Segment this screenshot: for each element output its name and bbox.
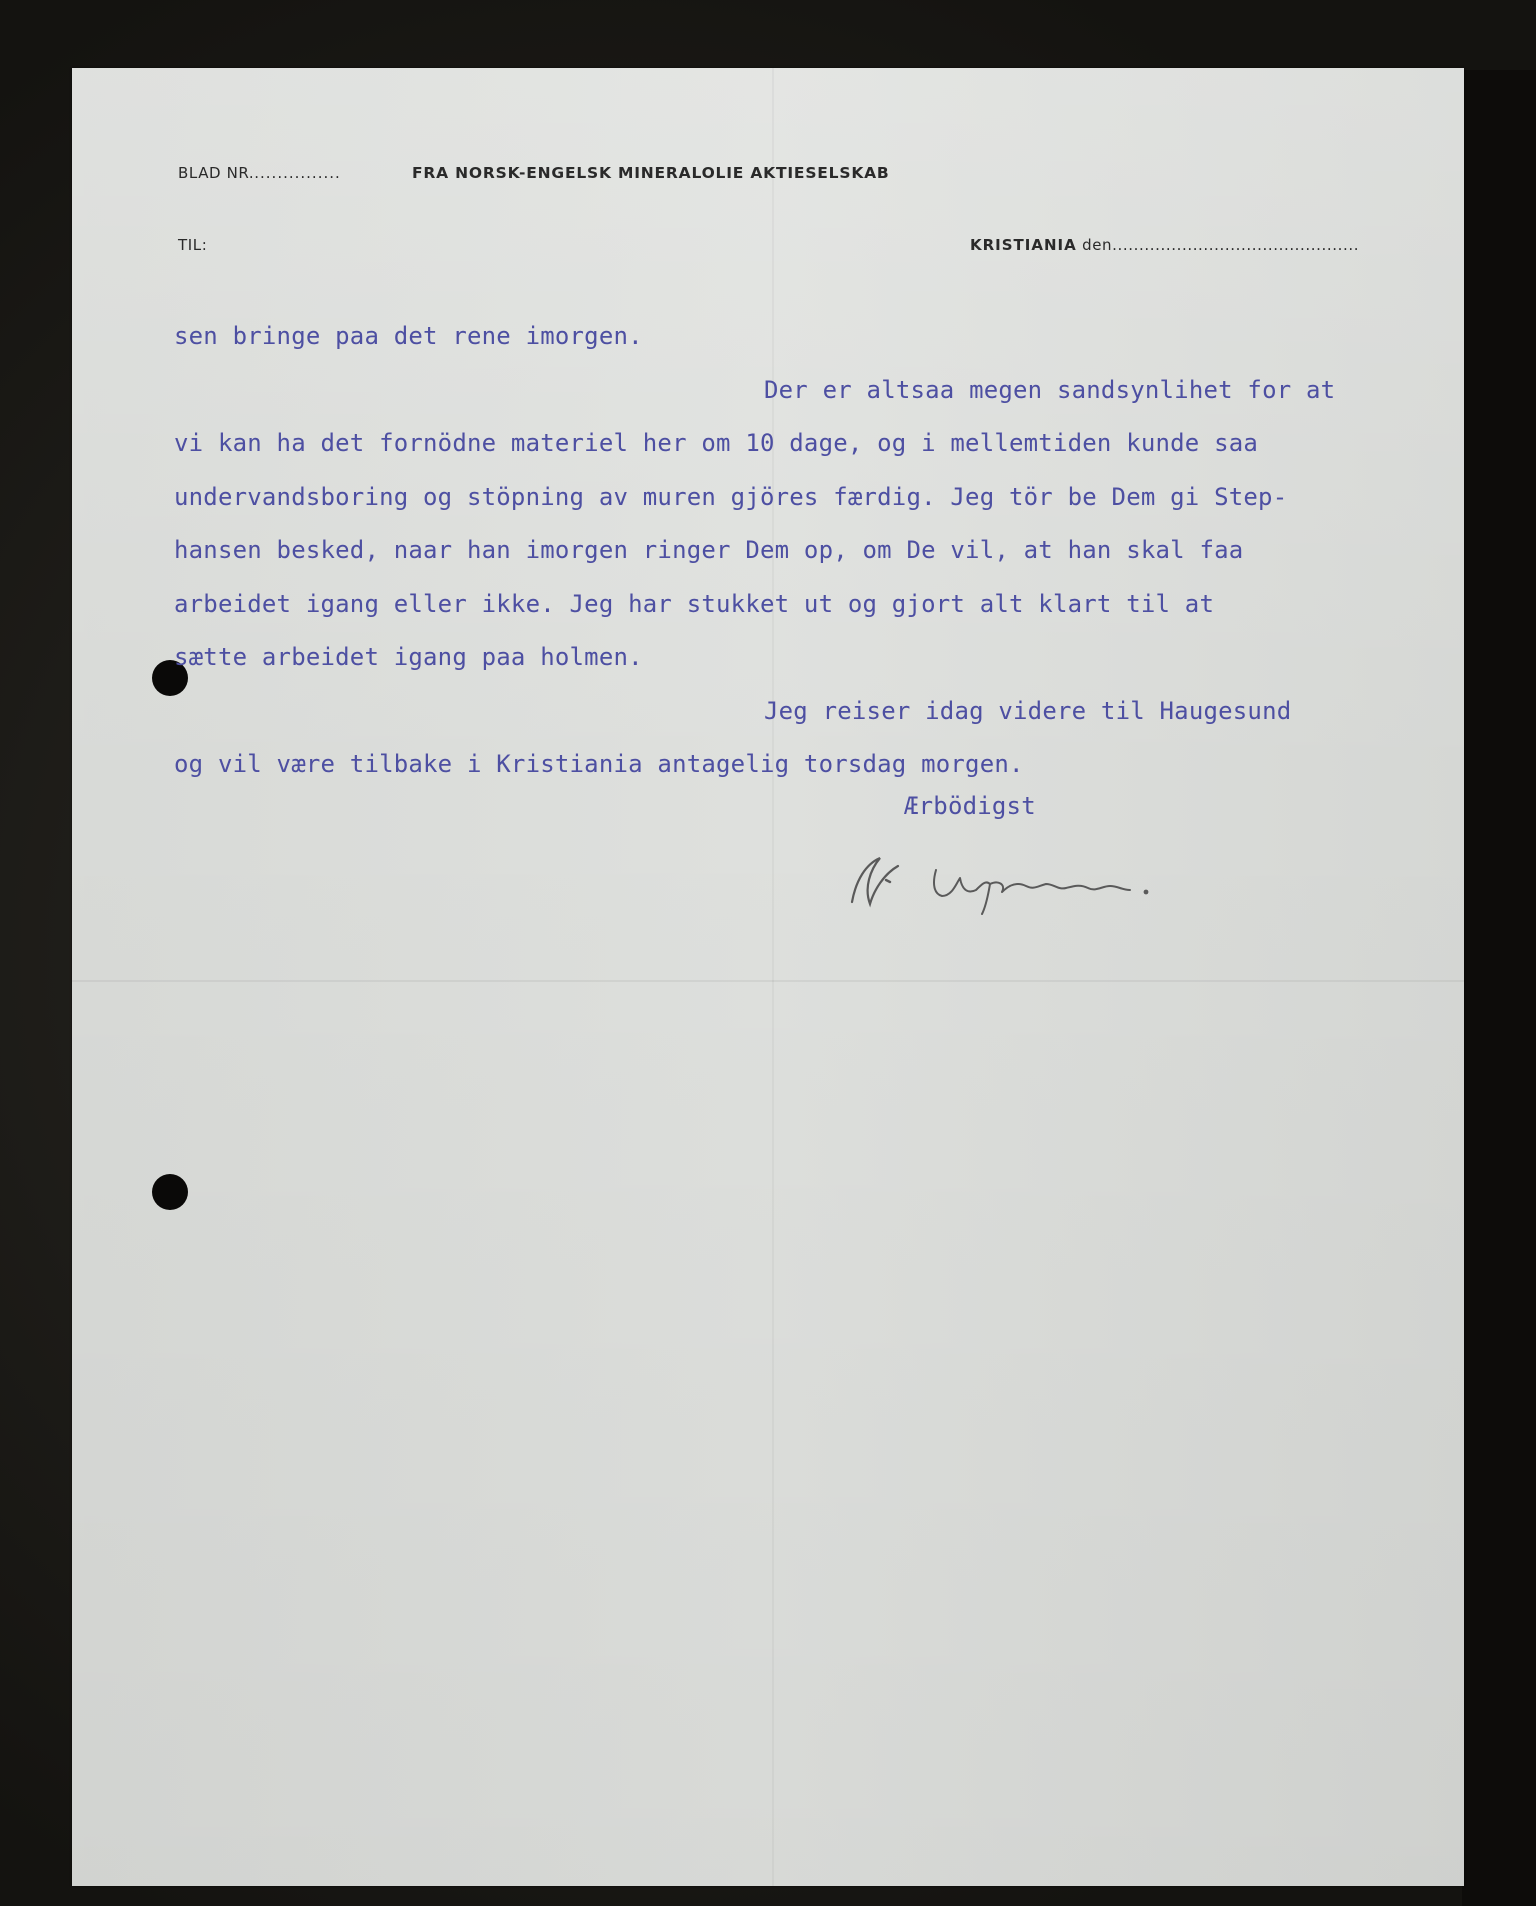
body-line: sen bringe paa det rene imorgen.	[174, 322, 643, 350]
body-line: Jeg reiser idag videre til Haugesund	[764, 696, 1292, 725]
den-dots: ..............................................	[1112, 236, 1360, 254]
letterhead-til-label: TIL:	[178, 236, 208, 254]
letterhead-company-name: FRA NORSK-ENGELSK MINERALOLIE AKTIESELSKAB	[412, 164, 890, 182]
den-label: den	[1082, 236, 1113, 254]
blad-label: BLAD NR.	[178, 164, 255, 182]
letterhead-place-date	[970, 236, 1359, 254]
place-name: KRISTIANIA	[970, 236, 1077, 254]
handwritten-signature	[840, 840, 1240, 920]
letterhead-blad-nr	[178, 164, 341, 182]
horizontal-fold-crease	[72, 980, 1464, 982]
body-line: vi kan ha det fornödne materiel her om 10 dage, og i mellemtiden kunde saa	[174, 429, 1259, 457]
letter-body	[174, 310, 1414, 792]
body-line: arbeidet igang eller ikke. Jeg har stukket ut og gjort alt klart til at	[174, 589, 1215, 618]
backing-strip	[1462, 70, 1536, 1906]
body-line: Der er altsaa megen sandsynlihet for at	[764, 375, 1336, 404]
blad-dots: ...............	[254, 164, 341, 182]
body-line: sætte arbeidet igang paa holmen.	[174, 643, 643, 671]
body-line: undervandsboring og stöpning av muren gjöres færdig. Jeg tör be Dem gi Step-	[174, 482, 1288, 511]
body-line: og vil være tilbake i Kristiania antagelig torsdag morgen.	[174, 750, 1024, 778]
closing-salutation: Ærbödigst	[904, 792, 1036, 820]
body-line: hansen besked, naar han imorgen ringer Dem op, om De vil, at han skal faa	[174, 536, 1244, 564]
punch-hole-bottom	[152, 1174, 188, 1210]
